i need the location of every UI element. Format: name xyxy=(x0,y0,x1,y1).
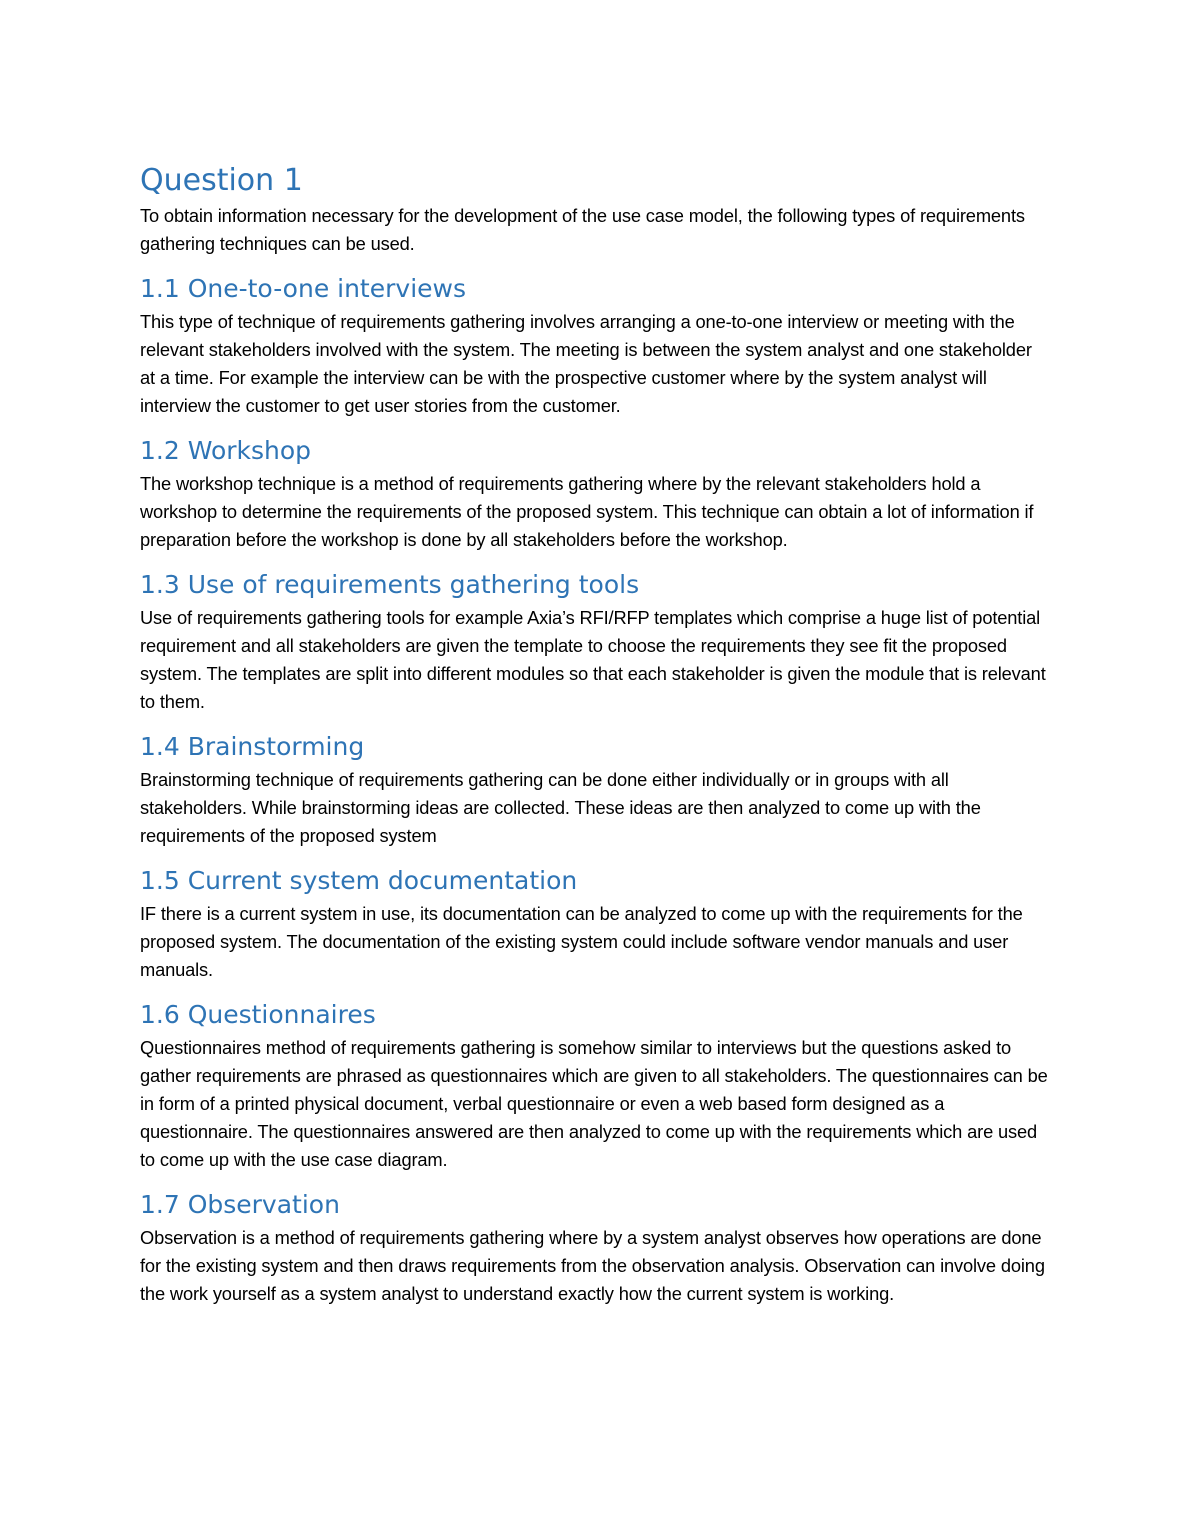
section-heading-documentation: 1.5 Current system documentation xyxy=(140,866,578,895)
document-title: Question 1 xyxy=(140,163,303,198)
section-heading-brainstorming: 1.4 Brainstorming xyxy=(140,732,365,761)
document-page xyxy=(140,160,1050,1308)
section-heading-observation: 1.7 Observation xyxy=(140,1190,340,1219)
section-heading-questionnaires: 1.6 Questionnaires xyxy=(140,1000,376,1029)
section-body-tools: Use of requirements gathering tools for example Axia’s RFI/RFP templates which comprise a huge list of potential requirement and all stakeholders are given the template to choose the requirements they see fit the proposed system. The templates are split into different modules so that each stakeholder is given the module that is relevant to them. xyxy=(140,607,1046,712)
section-heading-workshop: 1.2 Workshop xyxy=(140,436,312,465)
section-body-interviews: This type of technique of requirements gathering involves arranging a one-to-one interview or meeting with the relevant stakeholders involved with the system. The meeting is between the system analyst and one stakeholder at a time. For example the interview can be with the prospective customer where by the system analyst will interview the customer to get user stories from the customer. xyxy=(140,311,1032,416)
intro-paragraph: To obtain information necessary for the development of the use case model, the following types of requirements gathering techniques can be used. xyxy=(140,205,1025,254)
section-heading-tools: 1.3 Use of requirements gathering tools xyxy=(140,570,640,599)
section-body-observation: Observation is a method of requirements gathering where by a system analyst observes how operations are done for the existing system and then draws requirements from the observation analysis. Observation can involve doing the work yourself as a system analyst to understand exactly how the current system is working. xyxy=(140,1227,1045,1304)
section-body-documentation: IF there is a current system in use, its documentation can be analyzed to come up with the requirements for the proposed system. The documentation of the existing system could include software vendor manuals and user manuals. xyxy=(140,903,1023,980)
section-body-workshop: The workshop technique is a method of requirements gathering where by the relevant stakeholders hold a workshop to determine the requirements of the proposed system. This technique can obtain a lot of information if preparation before the workshop is done by all stakeholders before the workshop. xyxy=(140,473,1034,550)
section-heading-interviews: 1.1 One-to-one interviews xyxy=(140,274,466,303)
section-body-brainstorming: Brainstorming technique of requirements gathering can be done either individually or in groups with all stakeholders. While brainstorming ideas are collected. These ideas are then analyzed to come up with the requirements of the proposed system xyxy=(140,769,981,846)
section-body-questionnaires: Questionnaires method of requirements gathering is somehow similar to interviews but the questions asked to gather requirements are phrased as questionnaires which are given to all stakeholders. The questionnaires can be in form of a printed physical document, verbal questionnaire or even a web based form designed as a questionnaire. The questionnaires answered are then analyzed to come up with the requirements which are used to come up with the use case diagram. xyxy=(140,1037,1048,1170)
